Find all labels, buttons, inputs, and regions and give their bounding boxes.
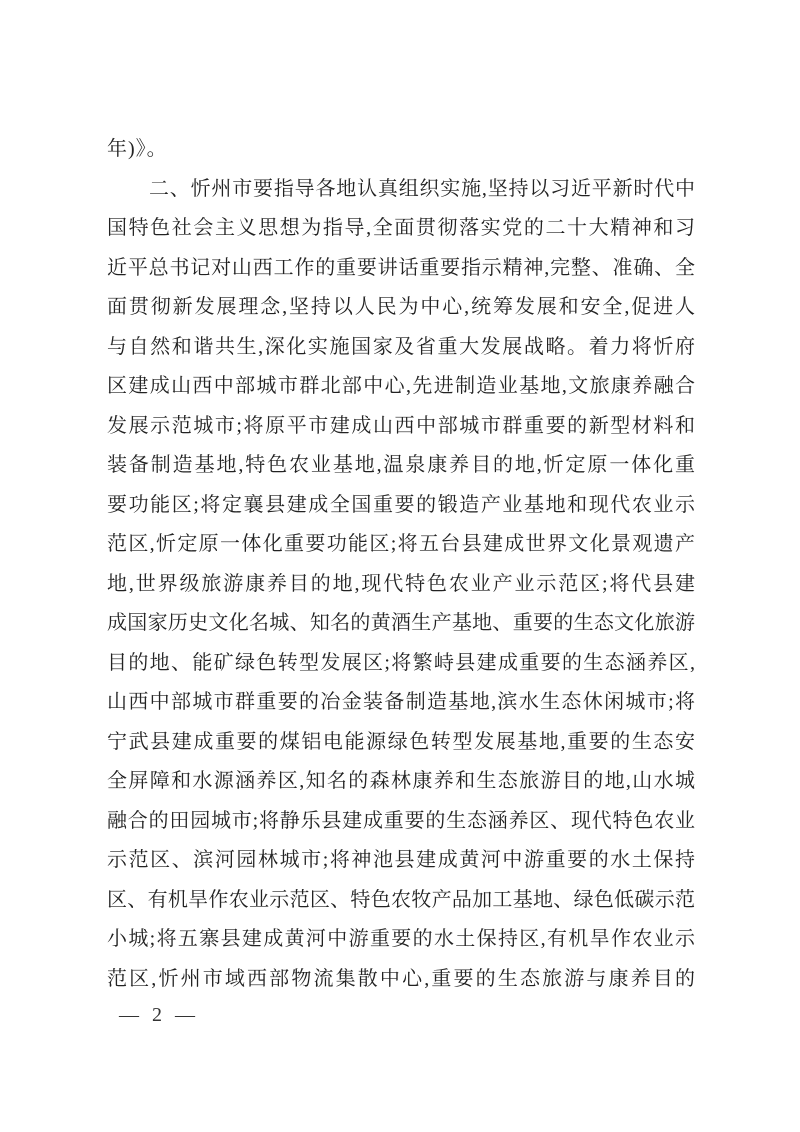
text-line: 地,世界级旅游康养目的地,现代特色农业产业示范区;将代县建 bbox=[107, 572, 695, 595]
text-line: 年)》。 bbox=[107, 138, 168, 160]
text-line: 全屏障和水源涵养区,知名的森林康养和生态旅游目的地,山水城 bbox=[107, 770, 695, 792]
text-line: 国特色社会主义思想为指导,全面贯彻落实党的二十大精神和习 bbox=[107, 217, 695, 239]
page-number: — 2 — bbox=[119, 1004, 199, 1026]
document-body bbox=[107, 130, 695, 999]
text-line: 目的地、能矿绿色转型发展区;将繁峙县建成重要的生态涵养区, bbox=[107, 651, 695, 674]
text-line: 山西中部城市群重要的冶金装备制造基地,滨水生态休闲城市;将 bbox=[107, 691, 695, 713]
text-line: 区、有机旱作农业示范区、特色农牧产品加工基地、绿色低碳示范 bbox=[107, 888, 695, 911]
text-line: 区建成山西中部城市群北部中心,先进制造业基地,文旅康养融合 bbox=[107, 375, 695, 397]
text-line: 二、忻州市要指导各地认真组织实施,坚持以习近平新时代中 bbox=[149, 177, 695, 200]
text-line: 示范区、滨河园林城市;将神池县建成黄河中游重要的水土保持 bbox=[107, 849, 695, 871]
text-line: 要功能区;将定襄县建成全国重要的锻造产业基地和现代农业示 bbox=[107, 493, 695, 516]
text-line: 面贯彻新发展理念,坚持以人民为中心,统筹发展和安全,促进人 bbox=[107, 296, 695, 318]
text-line: 范区,忻定原一体化重要功能区;将五台县建成世界文化景观遗产 bbox=[107, 533, 695, 555]
text-line: 宁武县建成重要的煤铝电能源绿色转型发展基地,重要的生态安 bbox=[107, 730, 695, 753]
text-line: 融合的田园城市;将静乐县建成重要的生态涵养区、现代特色农业 bbox=[107, 809, 695, 832]
text-line: 装备制造基地,特色农业基地,温泉康养目的地,忻定原一体化重 bbox=[107, 454, 695, 476]
text-line: 近平总书记对山西工作的重要讲话重要指示精神,完整、准确、全 bbox=[107, 256, 695, 279]
text-line: 小城;将五寨县建成黄河中游重要的水土保持区,有机旱作农业示 bbox=[107, 928, 695, 950]
text-line: 与自然和谐共生,深化实施国家及省重大发展战略。着力将忻府 bbox=[107, 335, 695, 358]
text-line: 发展示范城市;将原平市建成山西中部城市群重要的新型材料和 bbox=[107, 414, 695, 437]
text-line: 成国家历史文化名城、知名的黄酒生产基地、重要的生态文化旅游 bbox=[107, 612, 695, 634]
text-line: 范区,忻州市域西部物流集散中心,重要的生态旅游与康养目的 bbox=[107, 967, 695, 990]
